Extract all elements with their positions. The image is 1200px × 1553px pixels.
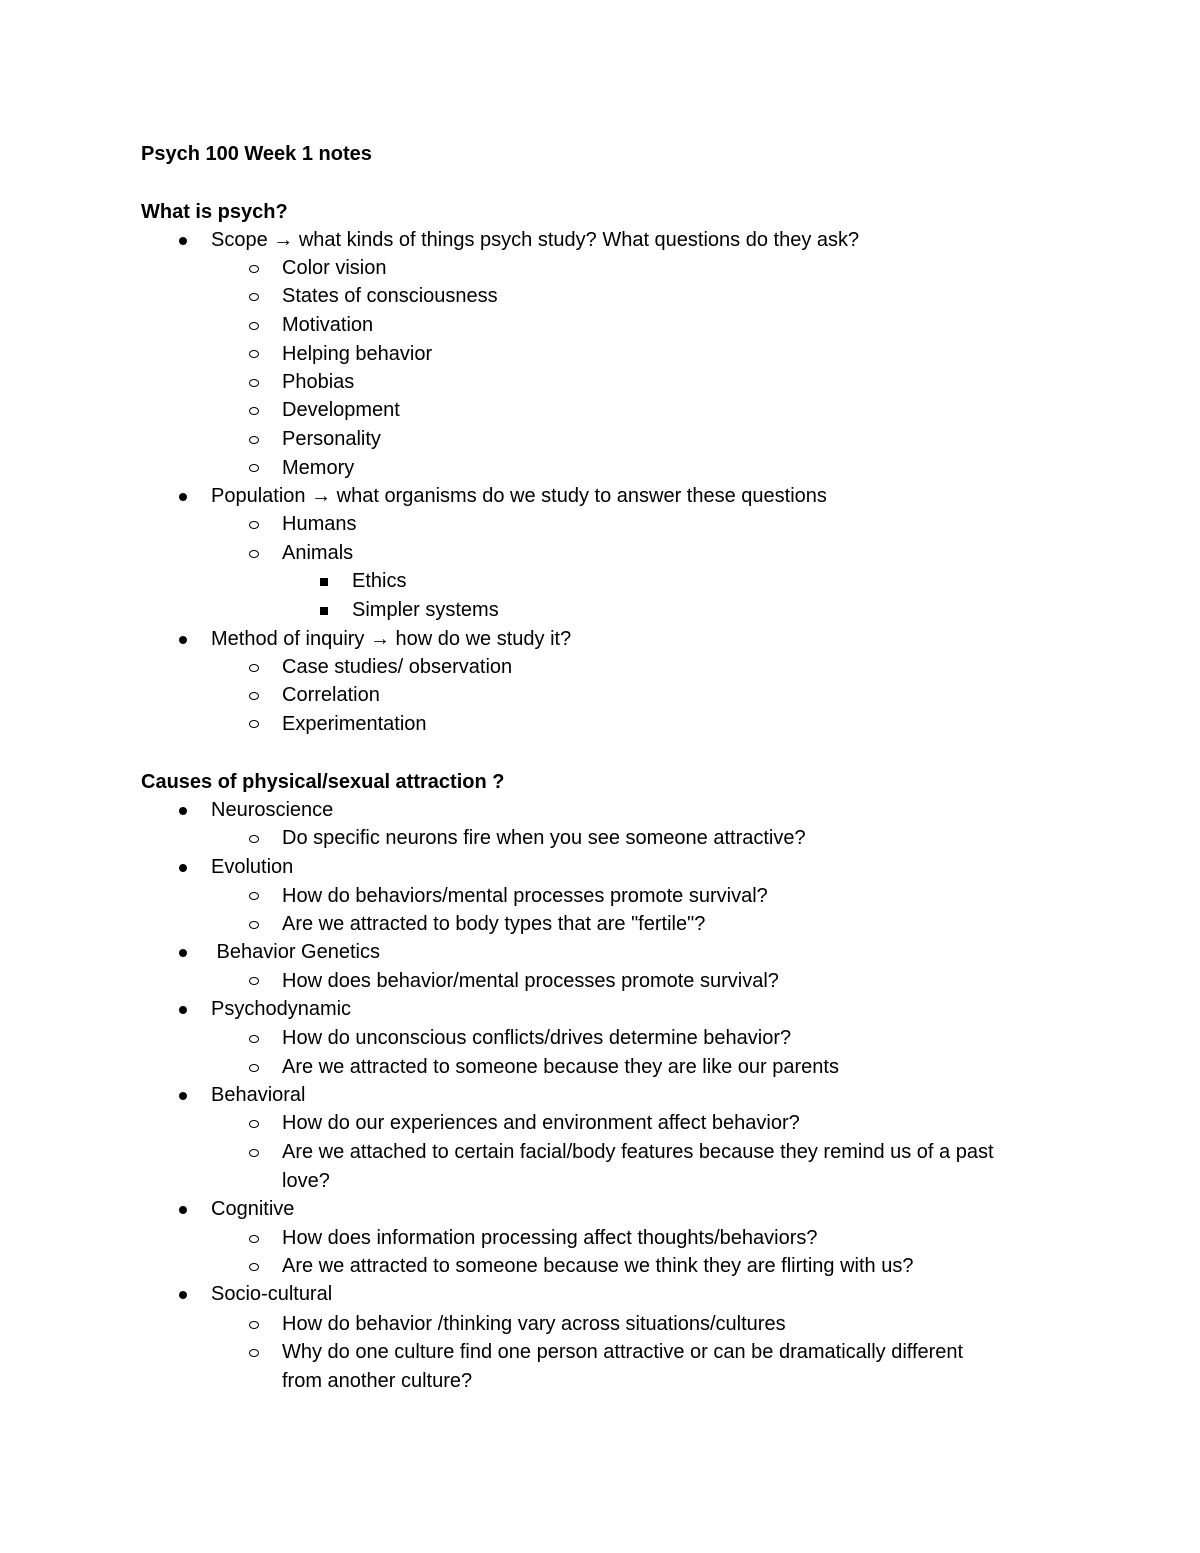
hollow-bullet-icon (249, 921, 259, 929)
bullet-icon (179, 1291, 187, 1299)
hollow-bullet-icon (249, 322, 259, 330)
list-item: Humans (282, 513, 357, 535)
list-item: Animals (282, 542, 354, 564)
hollow-bullet-icon (249, 1120, 259, 1128)
list-item: Are we attached to certain facial/body features because they remind us of a past (282, 1141, 994, 1163)
hollow-bullet-icon (249, 977, 259, 985)
bullet-icon (179, 1006, 187, 1014)
list-item-socio-cultural: Socio-cultural (211, 1283, 333, 1305)
bullet-icon (179, 807, 187, 815)
list-item: How does behavior/mental processes promote survival? (282, 970, 779, 992)
hollow-bullet-icon (249, 293, 259, 301)
bullet-icon (179, 949, 187, 957)
bullet-icon (179, 237, 187, 245)
list-item: Are we attracted to someone because we think they are flirting with us? (282, 1255, 914, 1277)
list-item: Are we attracted to someone because they are like our parents (282, 1056, 839, 1078)
hollow-bullet-icon (249, 521, 259, 529)
section-heading-what-is-psych: What is psych? (141, 201, 288, 223)
hollow-bullet-icon (249, 436, 259, 444)
list-item: How do behavior /thinking vary across situations/cultures (282, 1313, 786, 1335)
hollow-bullet-icon (249, 892, 259, 900)
list-item: Motivation (282, 314, 374, 336)
hollow-bullet-icon (249, 1064, 259, 1072)
square-bullet-icon (320, 578, 328, 586)
document-title: Psych 100 Week 1 notes (141, 143, 372, 165)
list-item: Correlation (282, 684, 380, 706)
list-item: Case studies/ observation (282, 656, 513, 678)
list-item: How do behaviors/mental processes promote survival? (282, 885, 768, 907)
list-item: Personality (282, 428, 381, 450)
hollow-bullet-icon (249, 1035, 259, 1043)
list-item: How does information processing affect thoughts/behaviors? (282, 1227, 818, 1249)
list-item: Development (282, 399, 400, 421)
list-item: Simpler systems (352, 599, 499, 621)
hollow-bullet-icon (249, 464, 259, 472)
list-item-behavior-genetics: Behavior Genetics (211, 941, 380, 963)
list-item: Color vision (282, 257, 387, 279)
hollow-bullet-icon (249, 664, 259, 672)
hollow-bullet-icon (249, 379, 259, 387)
hollow-bullet-icon (249, 1235, 259, 1243)
hollow-bullet-icon (249, 407, 259, 415)
section-heading-attraction: Causes of physical/sexual attraction ? (141, 771, 505, 793)
list-item: Phobias (282, 371, 355, 393)
hollow-bullet-icon (249, 1349, 259, 1357)
list-item-evolution: Evolution (211, 856, 294, 878)
list-item: Experimentation (282, 713, 427, 735)
list-item: States of consciousness (282, 285, 498, 307)
square-bullet-icon (320, 607, 328, 615)
hollow-bullet-icon (249, 350, 259, 358)
list-item-cognitive: Cognitive (211, 1198, 295, 1220)
bullet-icon (179, 493, 187, 501)
hollow-bullet-icon (249, 1149, 259, 1157)
list-item-population: Population → what organisms do we study to answer these questions (211, 485, 827, 507)
hollow-bullet-icon (249, 720, 259, 728)
hollow-bullet-icon (249, 550, 259, 558)
hollow-bullet-icon (249, 835, 259, 843)
list-item: Are we attracted to body types that are "fertile"? (282, 913, 706, 935)
list-item: Why do one culture find one person attractive or can be dramatically different (282, 1341, 964, 1363)
hollow-bullet-icon (249, 1321, 259, 1329)
list-item-behavioral: Behavioral (211, 1084, 306, 1106)
list-item-method: Method of inquiry → how do we study it? (211, 628, 572, 650)
list-item-continuation: from another culture? (282, 1370, 473, 1392)
hollow-bullet-icon (249, 265, 259, 273)
hollow-bullet-icon (249, 692, 259, 700)
list-item: Do specific neurons fire when you see someone attractive? (282, 827, 806, 849)
bullet-icon (179, 864, 187, 872)
list-item-neuroscience: Neuroscience (211, 799, 334, 821)
list-item: How do unconscious conflicts/drives determine behavior? (282, 1027, 792, 1049)
list-item: How do our experiences and environment affect behavior? (282, 1112, 800, 1134)
list-item: Helping behavior (282, 343, 433, 365)
list-item: Memory (282, 457, 355, 479)
list-item-psychodynamic: Psychodynamic (211, 998, 352, 1020)
bullet-icon (179, 636, 187, 644)
list-item: Ethics (352, 570, 407, 592)
list-item-continuation: love? (282, 1170, 330, 1192)
hollow-bullet-icon (249, 1263, 259, 1271)
bullet-icon (179, 1206, 187, 1214)
bullet-icon (179, 1092, 187, 1100)
list-item-scope: Scope → what kinds of things psych study? What questions do they ask? (211, 229, 860, 251)
